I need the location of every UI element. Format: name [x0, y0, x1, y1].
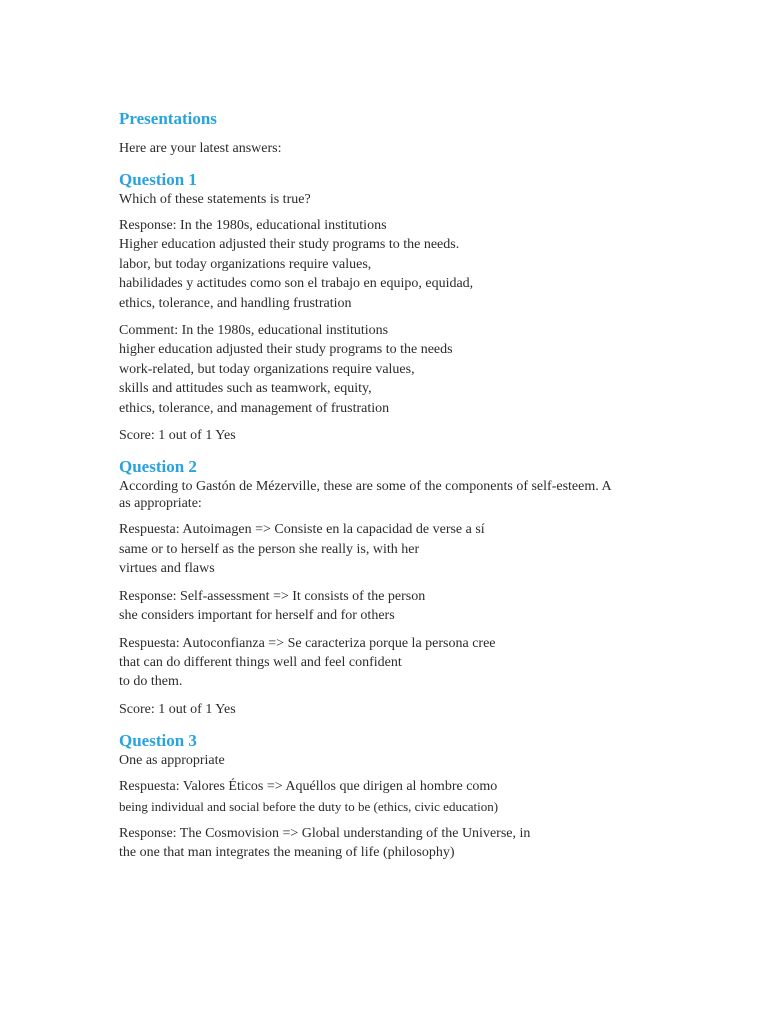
question-2-response-3 [119, 634, 679, 692]
question-1-comment [119, 321, 679, 418]
question-3-response-1 [119, 777, 679, 816]
response-line: that can do different things well and feel confident [119, 654, 402, 670]
question-2-response-1 [119, 520, 679, 578]
comment-line: ethics, tolerance, and management of frustration [119, 400, 390, 416]
question-1-heading: Question 1 [119, 170, 197, 189]
response-line: virtues and flaws [119, 561, 215, 577]
response-line: Respuesta: Valores Éticos => Aquéllos que dirigen al hombre como [119, 779, 498, 795]
question-2-score [119, 700, 679, 719]
document-page [119, 108, 679, 863]
response-line: Response: The Cosmovision => Global understanding of the Universe, in [119, 825, 531, 841]
question-2-prompt [119, 478, 679, 512]
response-line: Respuesta: Autoimagen => Consiste en la capacidad de verse a sí [119, 522, 485, 538]
response-line: Response: In the 1980s, educational institutions [119, 218, 387, 233]
question-3-prompt: One as appropriate [119, 753, 225, 769]
response-line: being individual and social before the duty to be (ethics, civic education) [119, 798, 499, 814]
question-3-heading: Question 3 [119, 731, 197, 751]
response-line: same or to herself as the person she really is, with her [119, 541, 420, 557]
question-2-heading: Question 2 [119, 457, 197, 477]
question-3-section [119, 730, 679, 863]
question-3-response-2 [119, 824, 679, 863]
comment-line: skills and attitudes such as teamwork, equity, [119, 381, 372, 397]
response-line: ethics, tolerance, and handling frustration [119, 295, 352, 311]
response-line: habilidades y actitudes como son el trabajo en equipo, equidad, [119, 276, 474, 292]
question-1-prompt: Which of these statements is true? [119, 192, 311, 207]
response-line: Response: Self-assessment => It consists of the person [119, 588, 426, 604]
question-1-response [119, 216, 679, 313]
response-line: she considers important for herself and for others [119, 608, 395, 624]
score-line: Score: 1 out of 1 Yes [119, 701, 236, 717]
prompt-line: as appropriate: [119, 496, 202, 512]
question-1-score [119, 426, 679, 445]
comment-line: work-related, but today organizations require values, [119, 361, 415, 377]
question-2-section [119, 456, 679, 719]
score-line: Score: 1 out of 1 Yes [119, 428, 236, 444]
comment-line: higher education adjusted their study programs to the needs [119, 342, 453, 358]
response-line: to do them. [119, 674, 183, 690]
response-line: Respuesta: Autoconfianza => Se caracteriza porque la persona cree [119, 635, 496, 651]
response-line: the one that man integrates the meaning of life (philosophy) [119, 845, 455, 861]
comment-line: Comment: In the 1980s, educational institutions [119, 323, 389, 339]
intro-text: Here are your latest answers: [119, 141, 282, 156]
prompt-line: According to Gastón de Mézerville, these are some of the components of self-esteem. A [119, 479, 612, 495]
response-line: Higher education adjusted their study programs to the needs. [119, 237, 460, 253]
question-1-section [119, 169, 679, 445]
page-title: Presentations [119, 109, 217, 128]
question-2-response-2 [119, 587, 679, 626]
response-line: labor, but today organizations require values, [119, 256, 372, 272]
